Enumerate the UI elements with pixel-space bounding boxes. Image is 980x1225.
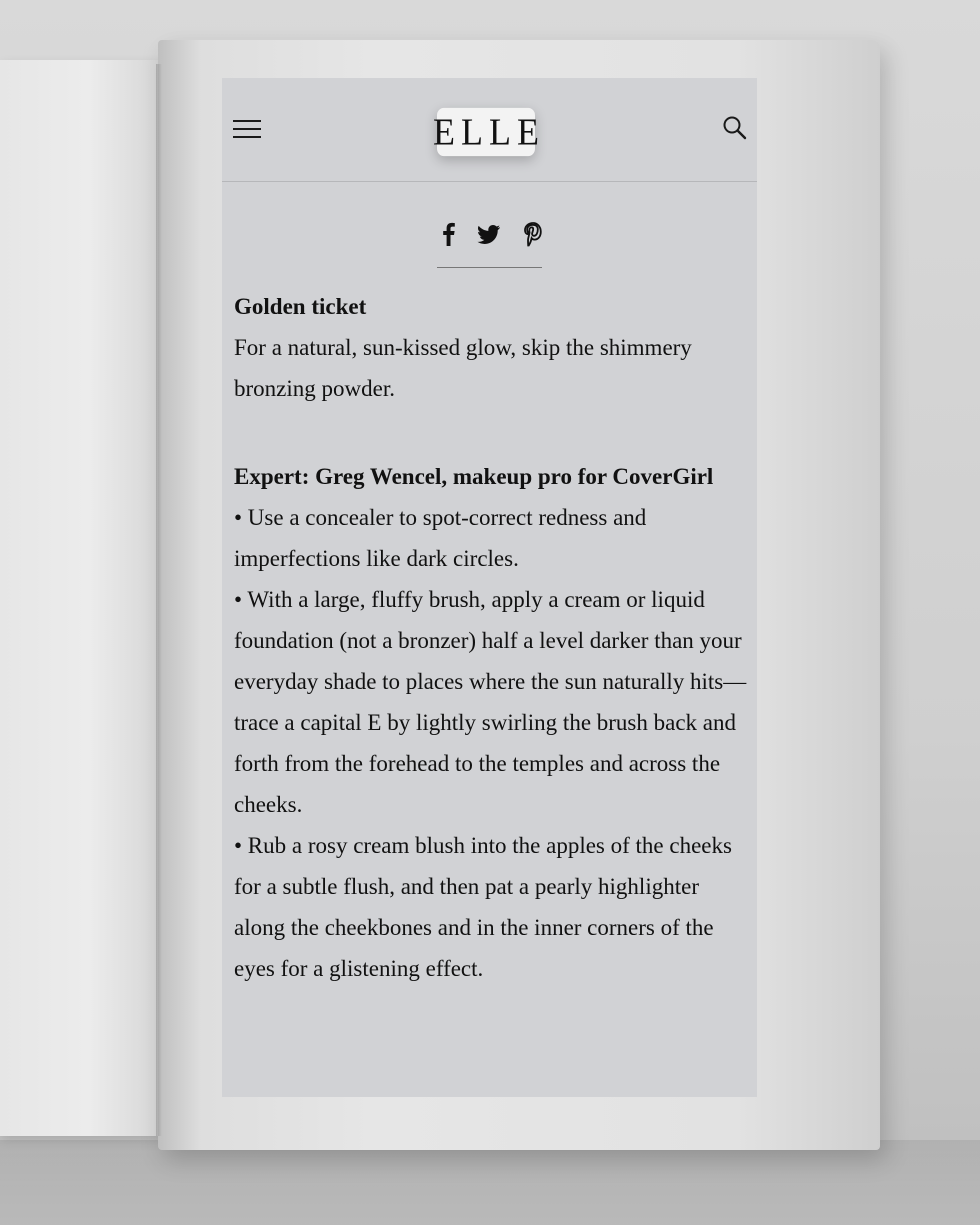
section-heading-golden-ticket: Golden ticket bbox=[234, 294, 367, 319]
bullet-item-concealer: • Use a concealer to spot-correct redness and imperfections like dark circles. bbox=[234, 505, 647, 571]
twitter-icon[interactable] bbox=[477, 221, 501, 247]
phone-screen bbox=[222, 78, 757, 1097]
hamburger-menu-icon[interactable] bbox=[233, 120, 261, 140]
search-icon[interactable] bbox=[722, 115, 748, 141]
paragraph-spacer bbox=[234, 409, 749, 456]
background-shadow bbox=[0, 1140, 980, 1225]
section-paragraph: For a natural, sun-kissed glow, skip the shimmery bronzing powder. bbox=[234, 335, 692, 401]
bullet-item-blush: • Rub a rosy cream blush into the apples of the cheeks for a subtle flush, and then pat a pearly highlighter along the cheekbones and in the inner corners of the eyes for a glistening effect. bbox=[234, 833, 732, 981]
top-navigation-bar bbox=[222, 78, 757, 182]
bullet-item-foundation: • With a large, fluffy brush, apply a cream or liquid foundation (not a bronzer) half a level darker than your everyday shade to places where the sun naturally hits—trace a capital E by lightly swirling the brush back and forth from the forehead to the temples and across the cheeks. bbox=[234, 587, 747, 817]
elle-logo[interactable]: ELLE bbox=[437, 108, 535, 156]
section-heading-expert: Expert: Greg Wencel, makeup pro for CoverGirl bbox=[234, 464, 714, 489]
magazine-left-page bbox=[0, 60, 162, 1136]
social-share-bar bbox=[437, 221, 542, 268]
pinterest-icon[interactable] bbox=[521, 221, 545, 247]
article-body bbox=[234, 286, 749, 989]
magazine-spine bbox=[156, 64, 162, 1136]
facebook-icon[interactable] bbox=[437, 221, 461, 247]
